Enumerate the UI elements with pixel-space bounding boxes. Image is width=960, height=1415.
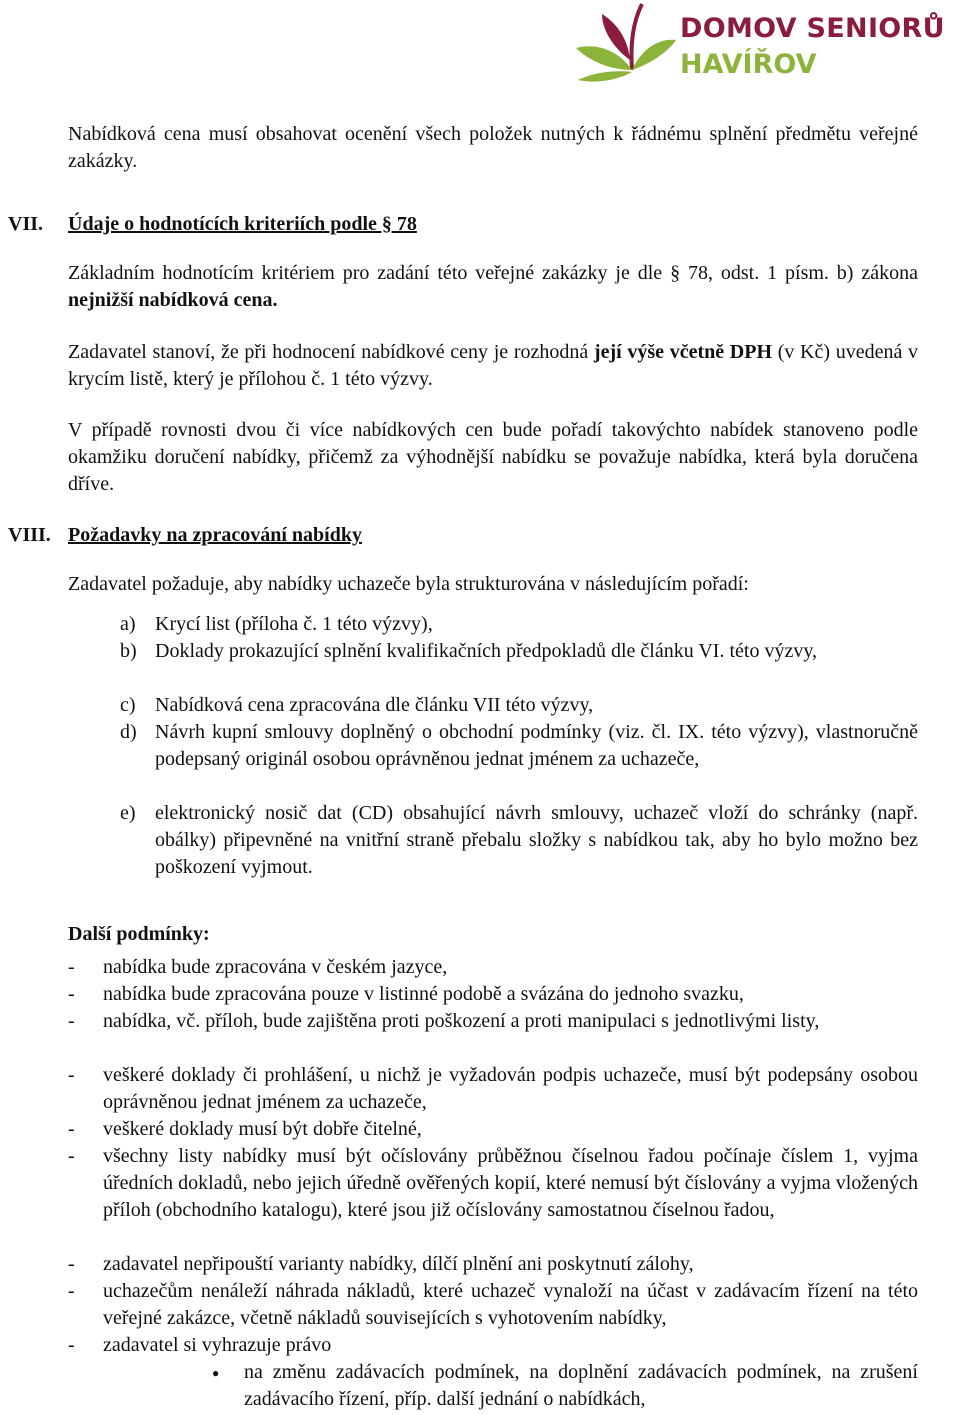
dash-marker: - [68, 1145, 75, 1167]
list-item-label: c) [120, 694, 136, 716]
price-highlight: její výše včetně DPH [593, 341, 773, 363]
list-item: nabídka bude zpracována pouze v listinné podobě a svázána do jednoho svazku, [103, 983, 744, 1005]
list-item: Krycí list (příloha č. 1 této výzvy), [155, 613, 433, 635]
list-item-label: d) [120, 721, 137, 743]
dash-marker: - [68, 956, 75, 978]
list-item-label: e) [120, 802, 136, 824]
leaf-logo-icon [572, 0, 678, 92]
structure-intro: Zadavatel požaduje, aby nabídky uchazeče byla strukturována v následujícím pořadí: [68, 573, 749, 595]
list-item: nabídka, vč. příloh, bude zajištěna proti poškození a proti manipulaci s jednotlivými listy, [103, 1010, 820, 1032]
section-number: VIII. [8, 524, 51, 546]
list-item: nabídka bude zpracována v českém jazyce, [103, 956, 448, 978]
tie-paragraph: V případě rovnosti dvou či více nabídkových cen bude pořadí takovýchto nabídek stanoveno podle okamžiku doručení nabídky, přičemž za výhodnější nabídku se považuje nabídka, která byla doručena dříve. [68, 419, 918, 495]
list-item: elektronický nosič dat (CD) obsahující návrh smlouvy, uchazeč vloží do schránky (např. obálky) připevněné na vnitřní straně přebalu složky s nabídkou tak, aby ho bylo možno bez poškození vyjmout. [155, 802, 918, 878]
logo-subtitle: HAVÍŘOV [680, 49, 817, 80]
list-item: Návrh kupní smlouvy doplněný o obchodní podmínky (viz. čl. IX. této výzvy), vlastnoručně podepsaný originál osobou oprávněnou jednat jménem za uchazeče, [155, 721, 918, 770]
list-item: zadavatel si vyhrazuje právo [103, 1334, 332, 1356]
section-title: Požadavky na zpracování nabídky [68, 524, 362, 546]
list-item: všechny listy nabídky musí být očíslovány průběžnou číselnou řadou počínaje číslem 1, vyjma úředních dokladů, nebo jejich úředně ověřených kopií, které nemusí být číslovány a vyjma vložených příloh (obchodního katalogu), které jsou již očíslovány samostatnou číselnou řadou, [103, 1145, 918, 1221]
bullet-icon: ● [212, 1366, 220, 1380]
list-item-label: b) [120, 640, 137, 662]
dash-marker: - [68, 983, 75, 1005]
logo-title: DOMOV SENIORŮ [680, 13, 945, 44]
list-item: Doklady prokazující splnění kvalifikačních předpokladů dle článku VI. této výzvy, [155, 640, 818, 662]
list-item-label: a) [120, 613, 136, 635]
dash-marker: - [68, 1118, 75, 1140]
intro-paragraph: Nabídková cena musí obsahovat ocenění všech položek nutných k řádnému splnění předmětu veřejné zakázky. [68, 123, 918, 172]
list-item: Nabídková cena zpracována dle článku VII této výzvy, [155, 694, 594, 716]
dash-marker: - [68, 1334, 75, 1356]
criteria-highlight: nejnižší nabídková cena. [68, 289, 278, 311]
section-number: VII. [8, 213, 44, 235]
list-item: veškeré doklady musí být dobře čitelné, [103, 1118, 422, 1140]
sub-list-item: na změnu zadávacích podmínek, na doplnění zadávacích podmínek, na zrušení zadávacího řízení, příp. další jednání o nabídkách, [244, 1361, 918, 1410]
dash-marker: - [68, 1010, 75, 1032]
section-title: Údaje o hodnotících kriteriích podle § 78 [68, 213, 417, 235]
criteria-paragraph: Základním hodnotícím kritériem pro zadání této veřejné zakázky je dle § 78, odst. 1 písm. b) zákona nejnižší nabídková cena. [68, 262, 918, 311]
list-item: zadavatel nepřipouští varianty nabídky, dílčí plnění ani poskytnutí zálohy, [103, 1253, 694, 1275]
logo [572, 0, 957, 92]
further-conditions-heading: Další podmínky: [68, 923, 210, 945]
list-item: uchazečům nenáleží náhrada nákladů, které uchazeč vynaloží na účast v zadávacím řízení na této veřejné zakázce, včetně nákladů souvisejících s vyhotovením nabídky, [103, 1280, 918, 1329]
dash-marker: - [68, 1253, 75, 1275]
list-item: veškeré doklady či prohlášení, u nichž je vyžadován podpis uchazeče, musí být podepsány osobou oprávněnou jednat jménem za uchazeče, [103, 1064, 918, 1113]
dash-marker: - [68, 1280, 75, 1302]
price-paragraph: Zadavatel stanoví, že při hodnocení nabídkové ceny je rozhodná její výše včetně DPH (v Kč) uvedená v krycím listě, který je přílohou č. 1 této výzvy. [68, 341, 919, 390]
dash-marker: - [68, 1064, 75, 1086]
